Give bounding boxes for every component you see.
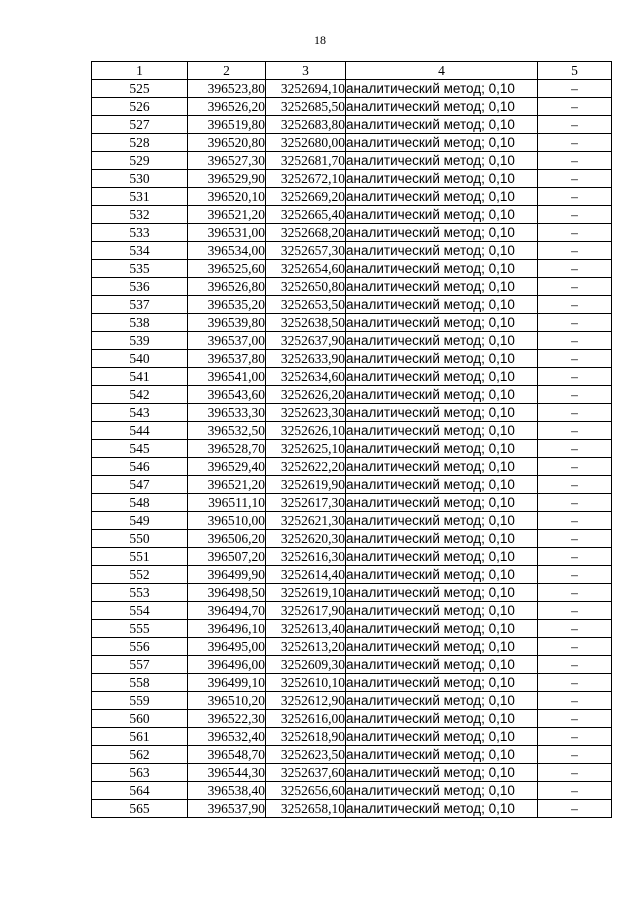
y-coordinate-cell: 3252637,60 [266,764,346,782]
note-cell: – [538,188,612,206]
table-row [92,458,612,476]
note-cell: – [538,764,612,782]
point-number-cell: 565 [92,800,188,818]
method-cell: аналитический метод; 0,10 [346,620,538,638]
point-number-cell: 542 [92,386,188,404]
note-cell: – [538,512,612,530]
header-col-4: 4 [346,62,538,80]
table-row [92,656,612,674]
method-cell: аналитический метод; 0,10 [346,458,538,476]
table-header [92,62,612,80]
header-row [92,62,612,80]
note-cell: – [538,170,612,188]
y-coordinate-cell: 3252616,30 [266,548,346,566]
method-cell: аналитический метод; 0,10 [346,224,538,242]
note-cell: – [538,350,612,368]
x-coordinate-cell: 396494,70 [188,602,266,620]
note-cell: – [538,278,612,296]
note-cell: – [538,548,612,566]
method-cell: аналитический метод; 0,10 [346,206,538,224]
point-number-cell: 563 [92,764,188,782]
y-coordinate-cell: 3252612,90 [266,692,346,710]
coordinates-table [91,61,612,818]
note-cell: – [538,476,612,494]
method-cell: аналитический метод; 0,10 [346,134,538,152]
note-cell: – [538,710,612,728]
table-row [92,332,612,350]
table-row [92,368,612,386]
x-coordinate-cell: 396526,20 [188,98,266,116]
x-coordinate-cell: 396529,40 [188,458,266,476]
y-coordinate-cell: 3252672,10 [266,170,346,188]
y-coordinate-cell: 3252617,90 [266,602,346,620]
x-coordinate-cell: 396531,00 [188,224,266,242]
y-coordinate-cell: 3252626,10 [266,422,346,440]
method-cell: аналитический метод; 0,10 [346,422,538,440]
point-number-cell: 558 [92,674,188,692]
x-coordinate-cell: 396499,10 [188,674,266,692]
y-coordinate-cell: 3252657,30 [266,242,346,260]
x-coordinate-cell: 396537,80 [188,350,266,368]
table-row [92,98,612,116]
point-number-cell: 553 [92,584,188,602]
note-cell: – [538,98,612,116]
table-row [92,134,612,152]
y-coordinate-cell: 3252626,20 [266,386,346,404]
x-coordinate-cell: 396528,70 [188,440,266,458]
method-cell: аналитический метод; 0,10 [346,800,538,818]
point-number-cell: 546 [92,458,188,476]
method-cell: аналитический метод; 0,10 [346,314,538,332]
point-number-cell: 526 [92,98,188,116]
x-coordinate-cell: 396534,00 [188,242,266,260]
note-cell: – [538,674,612,692]
note-cell: – [538,494,612,512]
point-number-cell: 549 [92,512,188,530]
table-row [92,260,612,278]
y-coordinate-cell: 3252634,60 [266,368,346,386]
header-col-3: 3 [266,62,346,80]
point-number-cell: 560 [92,710,188,728]
y-coordinate-cell: 3252622,20 [266,458,346,476]
table-row [92,674,612,692]
table-row [92,296,612,314]
x-coordinate-cell: 396496,00 [188,656,266,674]
x-coordinate-cell: 396537,90 [188,800,266,818]
table-row [92,728,612,746]
y-coordinate-cell: 3252616,00 [266,710,346,728]
y-coordinate-cell: 3252683,80 [266,116,346,134]
table-row [92,746,612,764]
method-cell: аналитический метод; 0,10 [346,440,538,458]
table-row [92,440,612,458]
point-number-cell: 547 [92,476,188,494]
table-row [92,692,612,710]
method-cell: аналитический метод; 0,10 [346,170,538,188]
method-cell: аналитический метод; 0,10 [346,476,538,494]
point-number-cell: 543 [92,404,188,422]
method-cell: аналитический метод; 0,10 [346,548,538,566]
y-coordinate-cell: 3252620,30 [266,530,346,548]
note-cell: – [538,566,612,584]
point-number-cell: 564 [92,782,188,800]
method-cell: аналитический метод; 0,10 [346,404,538,422]
x-coordinate-cell: 396529,90 [188,170,266,188]
table-row [92,170,612,188]
y-coordinate-cell: 3252637,90 [266,332,346,350]
x-coordinate-cell: 396535,20 [188,296,266,314]
method-cell: аналитический метод; 0,10 [346,296,538,314]
note-cell: – [538,656,612,674]
x-coordinate-cell: 396507,20 [188,548,266,566]
method-cell: аналитический метод; 0,10 [346,782,538,800]
x-coordinate-cell: 396510,20 [188,692,266,710]
method-cell: аналитический метод; 0,10 [346,746,538,764]
point-number-cell: 536 [92,278,188,296]
point-number-cell: 554 [92,602,188,620]
method-cell: аналитический метод; 0,10 [346,260,538,278]
method-cell: аналитический метод; 0,10 [346,602,538,620]
y-coordinate-cell: 3252619,90 [266,476,346,494]
note-cell: – [538,116,612,134]
table-row [92,602,612,620]
y-coordinate-cell: 3252680,00 [266,134,346,152]
note-cell: – [538,602,612,620]
table-row [92,152,612,170]
x-coordinate-cell: 396537,00 [188,332,266,350]
method-cell: аналитический метод; 0,10 [346,188,538,206]
table-row [92,314,612,332]
y-coordinate-cell: 3252623,30 [266,404,346,422]
point-number-cell: 555 [92,620,188,638]
method-cell: аналитический метод; 0,10 [346,584,538,602]
x-coordinate-cell: 396521,20 [188,476,266,494]
y-coordinate-cell: 3252621,30 [266,512,346,530]
point-number-cell: 534 [92,242,188,260]
point-number-cell: 557 [92,656,188,674]
point-number-cell: 561 [92,728,188,746]
table-row [92,422,612,440]
note-cell: – [538,638,612,656]
x-coordinate-cell: 396532,50 [188,422,266,440]
y-coordinate-cell: 3252625,10 [266,440,346,458]
method-cell: аналитический метод; 0,10 [346,674,538,692]
table-row [92,404,612,422]
table-row [92,710,612,728]
y-coordinate-cell: 3252638,50 [266,314,346,332]
method-cell: аналитический метод; 0,10 [346,386,538,404]
y-coordinate-cell: 3252656,60 [266,782,346,800]
point-number-cell: 552 [92,566,188,584]
method-cell: аналитический метод; 0,10 [346,692,538,710]
y-coordinate-cell: 3252613,20 [266,638,346,656]
x-coordinate-cell: 396519,80 [188,116,266,134]
point-number-cell: 556 [92,638,188,656]
point-number-cell: 550 [92,530,188,548]
x-coordinate-cell: 396538,40 [188,782,266,800]
table-row [92,242,612,260]
note-cell: – [538,692,612,710]
x-coordinate-cell: 396498,50 [188,584,266,602]
x-coordinate-cell: 396523,80 [188,80,266,98]
point-number-cell: 548 [92,494,188,512]
note-cell: – [538,242,612,260]
table-row [92,494,612,512]
note-cell: – [538,620,612,638]
y-coordinate-cell: 3252619,10 [266,584,346,602]
y-coordinate-cell: 3252654,60 [266,260,346,278]
method-cell: аналитический метод; 0,10 [346,566,538,584]
y-coordinate-cell: 3252650,80 [266,278,346,296]
note-cell: – [538,80,612,98]
page-number: 18 [314,33,326,47]
method-cell: аналитический метод; 0,10 [346,350,538,368]
table-row [92,476,612,494]
note-cell: – [538,728,612,746]
y-coordinate-cell: 3252623,50 [266,746,346,764]
x-coordinate-cell: 396522,30 [188,710,266,728]
point-number-cell: 540 [92,350,188,368]
point-number-cell: 527 [92,116,188,134]
method-cell: аналитический метод; 0,10 [346,278,538,296]
method-cell: аналитический метод; 0,10 [346,638,538,656]
table-row [92,638,612,656]
point-number-cell: 539 [92,332,188,350]
y-coordinate-cell: 3252694,10 [266,80,346,98]
x-coordinate-cell: 396520,80 [188,134,266,152]
x-coordinate-cell: 396527,30 [188,152,266,170]
table-row [92,782,612,800]
y-coordinate-cell: 3252617,30 [266,494,346,512]
point-number-cell: 541 [92,368,188,386]
table-row [92,800,612,818]
note-cell: – [538,782,612,800]
table-row [92,530,612,548]
point-number-cell: 562 [92,746,188,764]
method-cell: аналитический метод; 0,10 [346,116,538,134]
method-cell: аналитический метод; 0,10 [346,530,538,548]
y-coordinate-cell: 3252613,40 [266,620,346,638]
x-coordinate-cell: 396499,90 [188,566,266,584]
note-cell: – [538,404,612,422]
x-coordinate-cell: 396526,80 [188,278,266,296]
note-cell: – [538,386,612,404]
x-coordinate-cell: 396496,10 [188,620,266,638]
point-number-cell: 544 [92,422,188,440]
method-cell: аналитический метод; 0,10 [346,728,538,746]
note-cell: – [538,152,612,170]
table-row [92,116,612,134]
x-coordinate-cell: 396520,10 [188,188,266,206]
table-row [92,278,612,296]
method-cell: аналитический метод; 0,10 [346,368,538,386]
point-number-cell: 525 [92,80,188,98]
method-cell: аналитический метод; 0,10 [346,764,538,782]
point-number-cell: 531 [92,188,188,206]
x-coordinate-cell: 396539,80 [188,314,266,332]
table-row [92,80,612,98]
method-cell: аналитический метод; 0,10 [346,80,538,98]
method-cell: аналитический метод; 0,10 [346,98,538,116]
note-cell: – [538,800,612,818]
x-coordinate-cell: 396544,30 [188,764,266,782]
note-cell: – [538,458,612,476]
note-cell: – [538,260,612,278]
y-coordinate-cell: 3252614,40 [266,566,346,584]
point-number-cell: 529 [92,152,188,170]
note-cell: – [538,332,612,350]
y-coordinate-cell: 3252653,50 [266,296,346,314]
point-number-cell: 538 [92,314,188,332]
y-coordinate-cell: 3252618,90 [266,728,346,746]
x-coordinate-cell: 396541,00 [188,368,266,386]
point-number-cell: 533 [92,224,188,242]
note-cell: – [538,224,612,242]
y-coordinate-cell: 3252633,90 [266,350,346,368]
point-number-cell: 559 [92,692,188,710]
note-cell: – [538,314,612,332]
note-cell: – [538,584,612,602]
point-number-cell: 537 [92,296,188,314]
table-row [92,620,612,638]
method-cell: аналитический метод; 0,10 [346,242,538,260]
table-row [92,224,612,242]
method-cell: аналитический метод; 0,10 [346,710,538,728]
x-coordinate-cell: 396532,40 [188,728,266,746]
header-col-5: 5 [538,62,612,80]
x-coordinate-cell: 396510,00 [188,512,266,530]
point-number-cell: 535 [92,260,188,278]
y-coordinate-cell: 3252681,70 [266,152,346,170]
point-number-cell: 551 [92,548,188,566]
point-number-cell: 545 [92,440,188,458]
x-coordinate-cell: 396506,20 [188,530,266,548]
note-cell: – [538,422,612,440]
table-row [92,206,612,224]
table-row [92,188,612,206]
note-cell: – [538,530,612,548]
method-cell: аналитический метод; 0,10 [346,656,538,674]
note-cell: – [538,134,612,152]
table-row [92,548,612,566]
table-row [92,764,612,782]
table-row [92,350,612,368]
x-coordinate-cell: 396511,10 [188,494,266,512]
header-col-2: 2 [188,62,266,80]
table-row [92,386,612,404]
method-cell: аналитический метод; 0,10 [346,512,538,530]
table-body [92,80,612,818]
x-coordinate-cell: 396495,00 [188,638,266,656]
y-coordinate-cell: 3252685,50 [266,98,346,116]
y-coordinate-cell: 3252669,20 [266,188,346,206]
note-cell: – [538,296,612,314]
method-cell: аналитический метод; 0,10 [346,494,538,512]
note-cell: – [538,206,612,224]
table-row [92,512,612,530]
point-number-cell: 530 [92,170,188,188]
header-col-1: 1 [92,62,188,80]
x-coordinate-cell: 396543,60 [188,386,266,404]
x-coordinate-cell: 396533,30 [188,404,266,422]
note-cell: – [538,368,612,386]
method-cell: аналитический метод; 0,10 [346,332,538,350]
note-cell: – [538,746,612,764]
y-coordinate-cell: 3252609,30 [266,656,346,674]
table-row [92,584,612,602]
y-coordinate-cell: 3252665,40 [266,206,346,224]
y-coordinate-cell: 3252668,20 [266,224,346,242]
point-number-cell: 528 [92,134,188,152]
y-coordinate-cell: 3252610,10 [266,674,346,692]
method-cell: аналитический метод; 0,10 [346,152,538,170]
note-cell: – [538,440,612,458]
x-coordinate-cell: 396548,70 [188,746,266,764]
x-coordinate-cell: 396525,60 [188,260,266,278]
x-coordinate-cell: 396521,20 [188,206,266,224]
table-row [92,566,612,584]
y-coordinate-cell: 3252658,10 [266,800,346,818]
point-number-cell: 532 [92,206,188,224]
